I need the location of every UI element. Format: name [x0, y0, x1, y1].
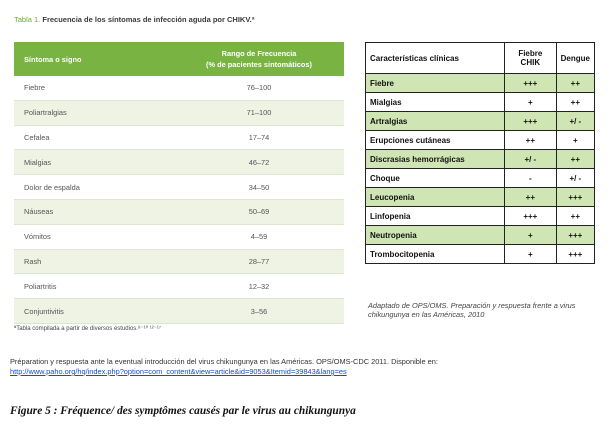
symptom-cell: Mialgias — [14, 150, 174, 175]
table-row — [366, 131, 595, 150]
frequency-cell: 71–100 — [174, 100, 344, 125]
symptom-frequency-table — [14, 42, 344, 324]
frequency-cell: 12–32 — [174, 274, 344, 299]
clinical-comparison-table — [365, 42, 595, 264]
frequency-cell: 17–74 — [174, 125, 344, 150]
table-row — [14, 125, 344, 150]
table1-header-range-line2: (% de pacientes sintomáticos) — [206, 60, 312, 69]
table-row — [14, 175, 344, 200]
chik-cell: + — [505, 226, 557, 245]
table2-header-row — [366, 43, 595, 74]
table-row — [14, 299, 344, 324]
table2-footnote: Adaptado de OPS/OMS. Preparación y respuesta frente a virus chikungunya en las Américas, 2010 — [368, 301, 576, 319]
dengue-cell: ++ — [556, 207, 594, 226]
frequency-cell: 3–56 — [174, 299, 344, 324]
characteristic-cell: Erupciones cutáneas — [366, 131, 505, 150]
frequency-cell: 46–72 — [174, 150, 344, 175]
table1-header-range-line1: Rango de Frecuencia — [221, 49, 297, 58]
table1-footnote: ªTabla compilada a partir de diversos estudios.⁸⁻¹⁰ ¹²⁻¹⁷ — [14, 326, 162, 332]
dengue-cell: +/ - — [556, 112, 594, 131]
frequency-cell: 76–100 — [174, 76, 344, 100]
table-row — [14, 274, 344, 299]
dengue-cell: ++ — [556, 150, 594, 169]
table-row — [14, 224, 344, 249]
table-row — [366, 112, 595, 131]
dengue-cell: ++ — [556, 74, 594, 93]
chik-cell: ++ — [505, 131, 557, 150]
chik-cell: + — [505, 93, 557, 112]
characteristic-cell: Linfopenia — [366, 207, 505, 226]
chik-cell: +/ - — [505, 150, 557, 169]
table2-header-chik: Fiebre CHIK — [505, 43, 557, 74]
chik-cell: - — [505, 169, 557, 188]
table-row — [14, 249, 344, 274]
table-row — [366, 207, 595, 226]
table2-header-dengue: Dengue — [556, 43, 594, 74]
table2-header-characteristics: Características clínicas — [366, 43, 505, 74]
symptom-cell: Cefalea — [14, 125, 174, 150]
symptom-cell: Poliartritis — [14, 274, 174, 299]
symptom-cell: Dolor de espalda — [14, 175, 174, 200]
table-row — [366, 188, 595, 207]
table-row — [14, 76, 344, 100]
chik-cell: +++ — [505, 112, 557, 131]
characteristic-cell: Discrasias hemorrágicas — [366, 150, 505, 169]
dengue-cell: + — [556, 131, 594, 150]
dengue-cell: ++ — [556, 93, 594, 112]
table1-header-symptom: Síntoma o signo — [14, 42, 174, 76]
source-text: Préparation y respuesta ante la eventual introducción del virus chikungunya en las Américas. OPS/OMS-CDC 2011. Disponible en: — [10, 357, 438, 366]
table1-title-text: Frecuencia de los síntomas de infección aguda por CHIKV.ª — [42, 15, 255, 24]
symptom-cell: Náuseas — [14, 199, 174, 224]
symptom-cell: Fiebre — [14, 76, 174, 100]
figure-caption: Figure 5 : Fréquence/ des symptômes causés par le virus au chikungunya — [10, 405, 356, 417]
table-row — [14, 100, 344, 125]
source-citation — [10, 357, 610, 377]
frequency-cell: 50–69 — [174, 199, 344, 224]
symptom-cell: Rash — [14, 249, 174, 274]
frequency-cell: 34–50 — [174, 175, 344, 200]
table1-label: Tabla 1. — [14, 15, 41, 24]
symptom-cell: Poliartralgias — [14, 100, 174, 125]
table-row — [14, 199, 344, 224]
characteristic-cell: Leucopenia — [366, 188, 505, 207]
table-row — [366, 169, 595, 188]
table-row — [366, 245, 595, 264]
characteristic-cell: Trombocitopenia — [366, 245, 505, 264]
dengue-cell: +/ - — [556, 169, 594, 188]
characteristic-cell: Choque — [366, 169, 505, 188]
dengue-cell: +++ — [556, 245, 594, 264]
table-row — [14, 150, 344, 175]
table-row — [366, 226, 595, 245]
frequency-cell: 28–77 — [174, 249, 344, 274]
characteristic-cell: Neutropenia — [366, 226, 505, 245]
characteristic-cell: Mialgias — [366, 93, 505, 112]
chik-cell: +++ — [505, 74, 557, 93]
table1-header-row — [14, 42, 344, 76]
table-row — [366, 93, 595, 112]
source-link[interactable]: http://www.paho.org/hq/index.php?option=com_content&view=article&id=9053&Itemid=39843&lang=es — [10, 367, 347, 376]
table1-header-range — [174, 42, 344, 76]
table1-title — [14, 15, 255, 24]
chik-cell: ++ — [505, 188, 557, 207]
dengue-cell: +++ — [556, 188, 594, 207]
chik-cell: + — [505, 245, 557, 264]
frequency-cell: 4–59 — [174, 224, 344, 249]
characteristic-cell: Fiebre — [366, 74, 505, 93]
characteristic-cell: Artralgias — [366, 112, 505, 131]
table-row — [366, 150, 595, 169]
dengue-cell: +++ — [556, 226, 594, 245]
chik-cell: +++ — [505, 207, 557, 226]
table-row — [366, 74, 595, 93]
symptom-cell: Conjuntivitis — [14, 299, 174, 324]
symptom-cell: Vómitos — [14, 224, 174, 249]
